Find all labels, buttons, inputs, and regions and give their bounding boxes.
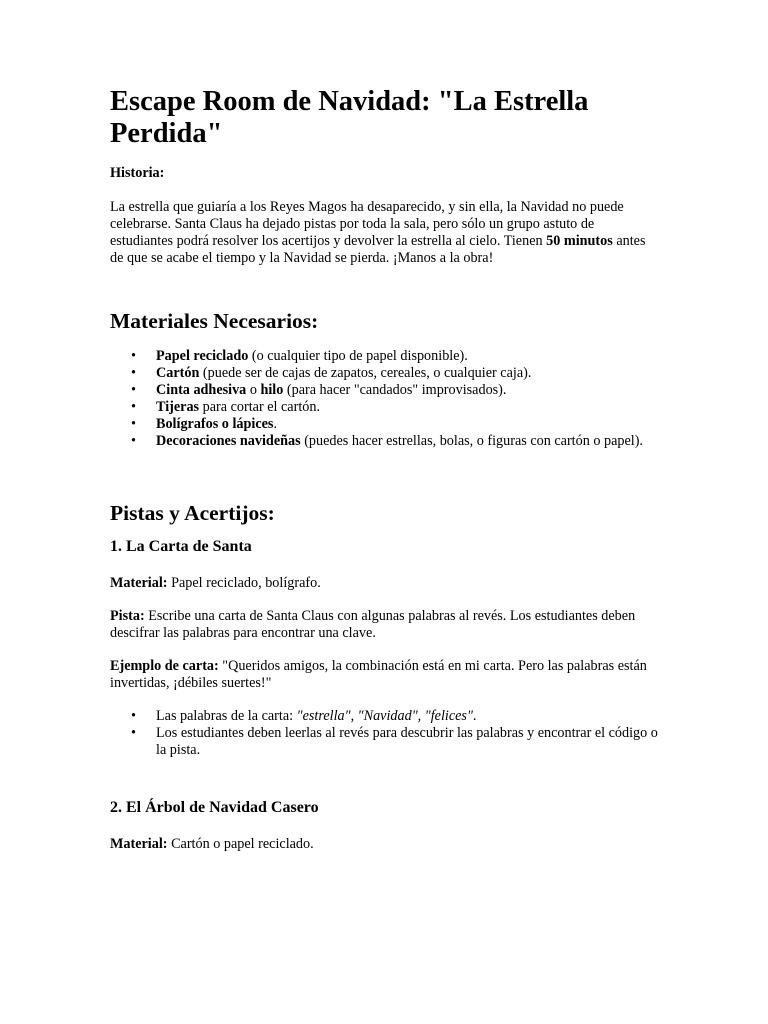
material-name: Decoraciones navideñas	[156, 433, 301, 449]
material-desc: (puede ser de cajas de zapatos, cereales, o cualquier caja).	[199, 365, 532, 381]
material-desc: .	[273, 416, 277, 432]
list-item	[156, 348, 658, 365]
material-desc: (o cualquier tipo de papel disponible).	[248, 348, 468, 364]
historia-paragraph	[110, 199, 658, 267]
list-item	[156, 433, 658, 450]
section-1-material	[110, 575, 658, 592]
material-name-alt: hilo	[260, 382, 284, 398]
section-1-list	[110, 708, 658, 759]
material-name: Tijeras	[156, 399, 200, 415]
list-item	[156, 399, 658, 416]
material-desc: para cortar el cartón.	[199, 399, 321, 415]
material-name: Cartón	[156, 365, 200, 381]
section-1-ejemplo	[110, 658, 658, 692]
material-value: Cartón o papel reciclado.	[167, 836, 314, 852]
material-name: Papel reciclado	[156, 348, 249, 364]
historia-text-end: antes de que se acabe el tiempo y la Navidad se pierda. ¡Manos a la obra!	[110, 233, 646, 266]
section-1-heading: 1. La Carta de Santa	[110, 538, 252, 555]
section-2-material	[110, 836, 658, 853]
bullet-text: Las palabras de la carta:	[156, 708, 297, 724]
section-1-pista	[110, 608, 658, 642]
pista-value: Escribe una carta de Santa Claus con algunas palabras al revés. Los estudiantes deben descifrar las palabras para encontrar una clave.	[110, 608, 636, 641]
materiales-list	[110, 348, 658, 450]
list-item	[156, 708, 658, 725]
material-conj: o	[246, 382, 261, 398]
pistas-heading: Pistas y Acertijos:	[110, 501, 275, 525]
pista-label: Pista:	[110, 608, 145, 624]
list-item	[156, 416, 658, 433]
ejemplo-value: "Queridos amigos, la combinación está en mi carta. Pero las palabras están invertidas, ¡débiles suertes!"	[110, 658, 647, 691]
material-name: Cinta adhesiva	[156, 382, 247, 398]
material-label: Material:	[110, 836, 168, 852]
material-desc: (puedes hacer estrellas, bolas, o figuras con cartón o papel).	[300, 433, 643, 449]
list-item	[156, 365, 658, 382]
material-label: Material:	[110, 575, 168, 591]
section-2-heading: 2. El Árbol de Navidad Casero	[110, 799, 319, 816]
historia-text-start: La estrella que guiaría a los Reyes Magos ha desaparecido, y sin ella, la Navidad no puede celebrarse. Santa Claus ha dejado pistas por toda la sala, pero sólo un grupo astuto de estudiantes podrá resolver los acertijos y devolver la estrella al cielo. Tienen	[110, 199, 624, 249]
document-title: Escape Room de Navidad: "La Estrella Perdida"	[110, 86, 589, 149]
materiales-heading: Materiales Necesarios:	[110, 309, 319, 333]
bullet-end: .	[472, 708, 477, 724]
historia-time-bold: 50 minutos	[546, 233, 613, 249]
material-value: Papel reciclado, bolígrafo.	[167, 575, 321, 591]
material-name: Bolígrafos o lápices	[156, 416, 274, 432]
historia-label-text: Historia:	[110, 165, 165, 181]
list-item	[156, 725, 658, 759]
list-item	[156, 382, 658, 399]
bullet-text: Los estudiantes deben leerlas al revés para descubrir las palabras y encontrar el código o la pista.	[156, 725, 658, 758]
material-desc: (para hacer "candados" improvisados).	[283, 382, 507, 398]
historia-label	[110, 165, 658, 182]
ejemplo-label: Ejemplo de carta:	[110, 658, 219, 674]
bullet-italic-words: "estrella", "Navidad", "felices"	[296, 708, 473, 724]
